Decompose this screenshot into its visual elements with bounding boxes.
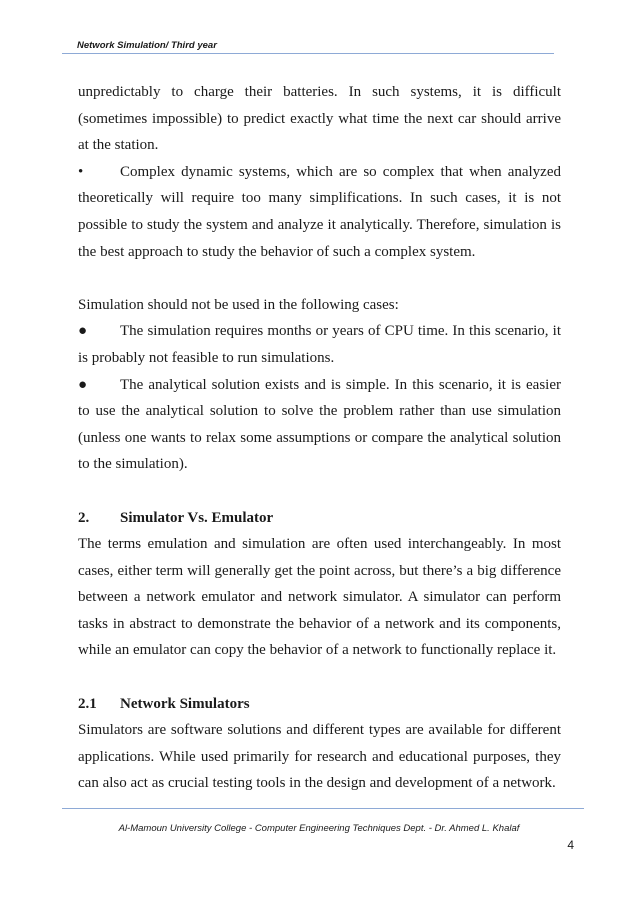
page-number: 4 bbox=[567, 838, 574, 852]
header-divider bbox=[62, 53, 554, 54]
section-2-paragraph: The terms emulation and simulation are often used interchangeably. In most cases, either term will generally get the point across, but there’s a big difference between a network emulator and network simulator. A simulator can perform tasks in abstract to demonstrate the behavior of a network and its components, while an emulator can copy the behavior of a network to functionally replace it. bbox=[78, 536, 561, 659]
bullet-item-analytical-solution bbox=[78, 372, 561, 478]
bullet-text: The simulation requires months or years of CPU time. In this scenario, it is probably not feasible to run simulations. bbox=[78, 323, 561, 366]
spacer bbox=[78, 664, 561, 691]
page-body bbox=[78, 79, 561, 797]
bullet-marker: ● bbox=[78, 323, 88, 340]
section-number: 2. bbox=[78, 509, 90, 526]
footer-divider bbox=[62, 808, 584, 809]
page-header-title: Network Simulation/ Third year bbox=[77, 40, 217, 51]
bullet-item-cpu-time bbox=[78, 318, 561, 371]
bullet-text: Complex dynamic systems, which are so complex that when analyzed theoretically will require too many simplifications. In such cases, it is not possible to study the system and analyze it analytically. Therefore, simulation is the best approach to study the behavior of such a complex system. bbox=[78, 163, 561, 260]
bullet-item-complex-systems bbox=[78, 159, 561, 265]
section-number: 2.1 bbox=[78, 695, 97, 712]
spacer bbox=[78, 265, 561, 292]
bullet-text: The analytical solution exists and is simple. In this scenario, it is easier to use the analytical solution to solve the problem rather than use simulation (unless one wants to relax some assumptions or compare the analytical solution to the simulation). bbox=[78, 376, 561, 473]
section-title: Network Simulators bbox=[120, 695, 250, 712]
section-2-1-paragraph: Simulators are software solutions and different types are available for different applications. While used primarily for research and educational purposes, they can also act as crucial testing tools in the design and development of a network. bbox=[78, 722, 561, 792]
paragraph-continuation: unpredictably to charge their batteries. In such systems, it is difficult (sometimes impossible) to predict exactly what time the next car should arrive at the station. bbox=[78, 84, 561, 154]
section-heading-2-1 bbox=[78, 691, 561, 718]
paragraph-intro-cases: Simulation should not be used in the following cases: bbox=[78, 296, 399, 313]
spacer bbox=[78, 478, 561, 505]
bullet-marker: ● bbox=[78, 376, 88, 393]
bullet-marker: • bbox=[78, 163, 84, 180]
page-footer-text: Al-Mamoun University College - Computer Engineering Techniques Dept. - Dr. Ahmed L. Khalaf bbox=[118, 823, 520, 834]
section-title: Simulator Vs. Emulator bbox=[120, 509, 274, 526]
section-heading-2 bbox=[78, 505, 561, 532]
